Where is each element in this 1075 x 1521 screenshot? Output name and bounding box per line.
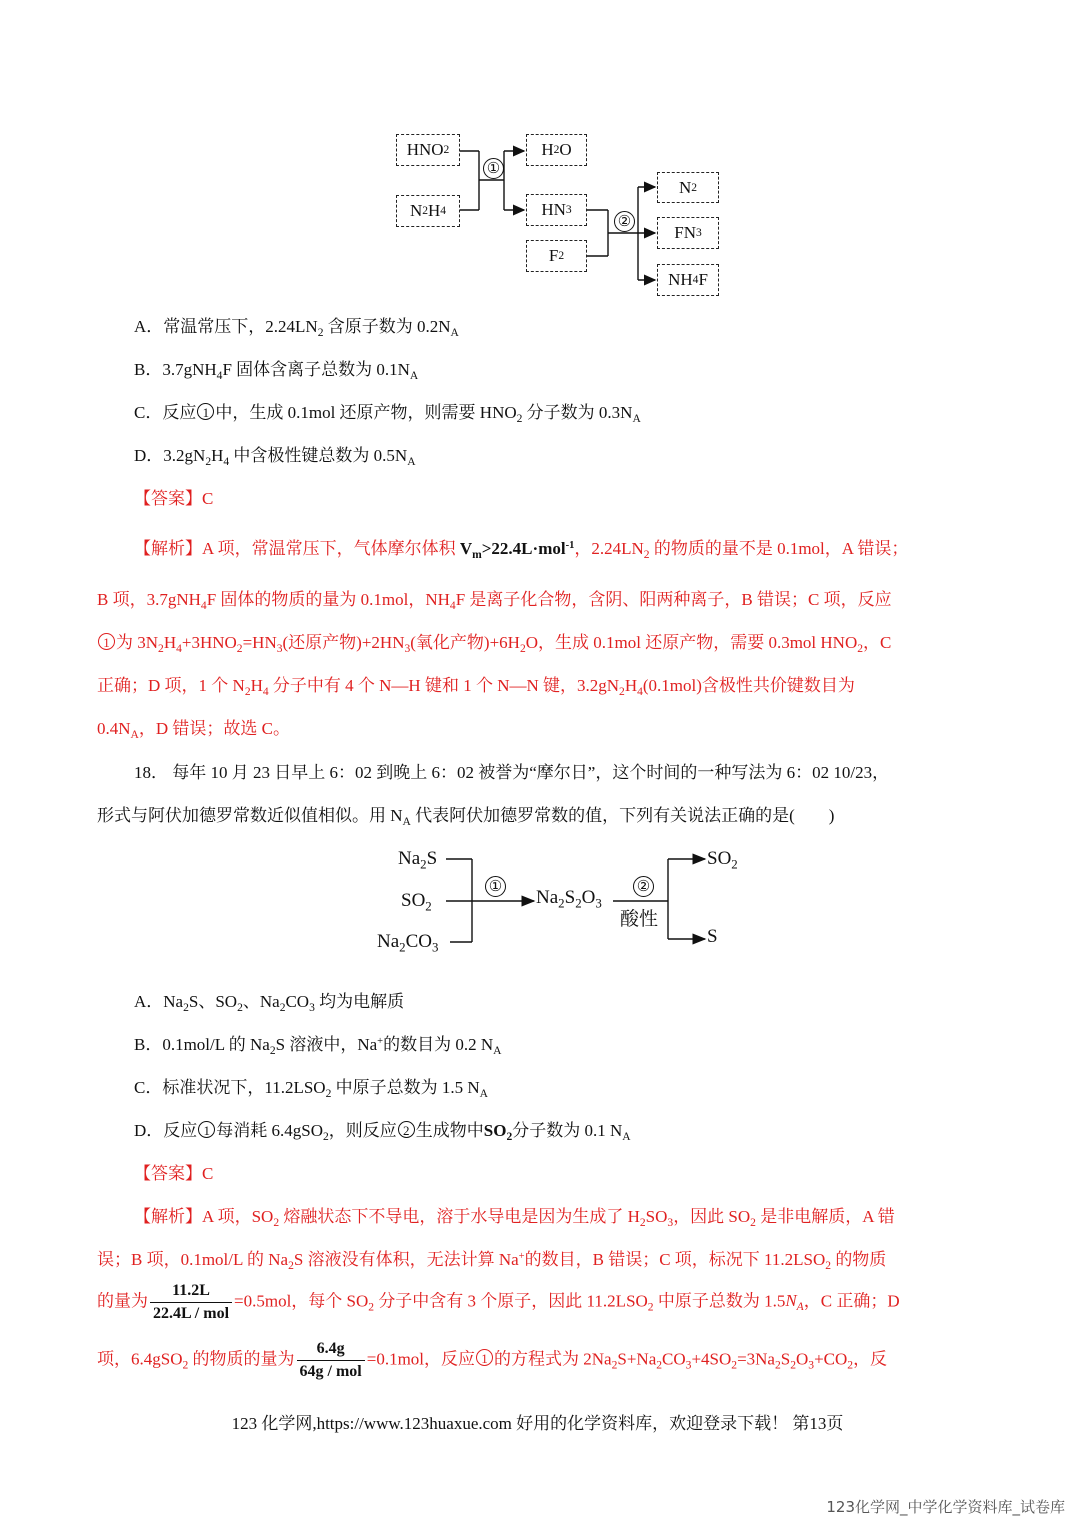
box-fn3: FN 3 (657, 217, 719, 249)
q18-stem-line2: 形式与阿伏加德罗常数近似值相似。用 $N_A$ 代表阿伏加德罗常数的值，下列有关说法正确的是( ) (97, 806, 835, 829)
q17-answer: 【答案】C (134, 489, 214, 508)
q18-analysis-line2: 误；B 项，0.1mol/L 的 $Na_2S$ 溶液没有体积，无法计算 Na+的数目，B 错误；C 项，标况下 $11.2LSO_2$ 的物质 (97, 1250, 887, 1273)
q18-option-d: D．反应 1 每消耗 6.4gSO$_2$，则反应 2 生成物中$SO_2$分子数为 0.1 $N_A$ (134, 1121, 631, 1144)
reactant-so2: $SO_2$ (401, 890, 432, 914)
q17-analysis-line4: 正确；D 项，1 个 $N_2H_4$ 分子中有 4 个 N—H 键和 1 个 N—N 键，$3.2gN_2H_4(0.1mol)$含极性共价键数目为 (97, 676, 855, 699)
q18-analysis-line4: 项，6.4gSO$_2$ 的物质的量为 $\frac{6.4g}{\text{64g / mol}}$ =0.1mol，反应 1 的方程式为 $2Na_2S+Na_2CO_3+4SO_2=3Na_2S_2O_3+CO_2$，反 (97, 1338, 887, 1383)
q17-option-d: D．$3.2gN_2H_4$ 中含极性键总数为 $0.5N_A$ (134, 446, 416, 469)
q18-option-b: B．0.1mol/L 的 $Na_2S$ 溶液中，Na+的数目为 0.2 $N_A$ (134, 1035, 502, 1058)
box-h2o: H 2 O (526, 134, 587, 166)
q18-option-c: C．标准状况下，$11.2LSO_2$ 中原子总数为 1.5 $N_A$ (134, 1078, 488, 1101)
step2-marker: ② (614, 211, 635, 232)
product-so2: $SO_2$ (707, 848, 738, 872)
q17-option-a: A．常温常压下，$2.24LN_2$ 含原子数为 $0.2N_A$ (134, 317, 459, 340)
q18-option-a: A．$Na_2S$、$SO_2$、$Na_2CO_3$ 均为电解质 (134, 992, 405, 1015)
q18-stem-line1: 18． 每年 10 月 23 日早上 6：02 到晚上 6：02 被誉为“摩尔日”，这个时间的一种写法为 6：02 10/23， (134, 763, 890, 782)
reactant-na2s: $Na_2S$ (398, 848, 438, 872)
q17-option-b: B．3.7gNH$_4$F 固体含离子总数为 $0.1N_A$ (134, 360, 419, 383)
reactant-na2co3: $Na_2CO_3$ (377, 931, 439, 955)
box-hn3: HN 3 (526, 194, 587, 226)
condition-acidic: 酸性 (620, 909, 659, 930)
q17-option-c: C．反应 1 中，生成 0.1mol 还原产物，则需要 $HNO_2$ 分子数为 $0.3N_A$ (134, 403, 641, 426)
box-n2: N 2 (657, 172, 719, 203)
d2-step2-marker: ② (633, 876, 654, 897)
q17-analysis-line1: 【解析】A 项，常温常压下，气体摩尔体积 $V_m>22.4L\cdot mol^{-1}$，$2.24LN_2$ 的物质的量不是 0.1mol，A 错误； (134, 539, 909, 562)
box-n2h4: N 2 H 4 (396, 195, 460, 227)
q17-analysis-line3: 1 为 $3N_2H_4+3HNO_2=HN_3$(还原产物)$+2HN_3$(氧化产物)$+6H_2O$，生成 0.1mol 还原产物，需要 0.3mol $HNO_2$，C (97, 628, 891, 653)
box-nh4f: NH 4 F (657, 264, 719, 296)
box-f2: F 2 (526, 240, 587, 272)
box-hno2: HNO 2 (396, 134, 460, 166)
d2-step1-marker: ① (485, 876, 506, 897)
product-s: S (707, 926, 718, 947)
step1-marker: ① (483, 158, 504, 179)
middle-na2s2o3: $Na_2S_2O_3$ (536, 887, 602, 911)
q18-analysis-line1: 【解析】A 项，$SO_2$ 熔融状态下不导电，溶于水导电是因为生成了 $H_2SO_3$，因此 $SO_2$ 是非电解质，A 错 (134, 1207, 895, 1230)
fraction-moles-so2-b: $\frac{6.4g}{\text{64g / mol}}$ (297, 1338, 365, 1383)
page-footer: 123 化学网,https://www.123huaxue.com 好用的化学资料库，欢迎登录下载！ 第13页 (231, 1414, 844, 1433)
fraction-moles-so2: $\frac{11.2L}{\text{22.4L / mol}}$ (150, 1280, 232, 1325)
q17-analysis-line5: $0.4N_A$，D 错误；故选 C。 (97, 719, 290, 742)
q18-analysis-line3: 的量为 $\frac{11.2L}{\text{22.4L / mol}}$ =0.5mol，每个 $SO_2$ 分子中含有 3 个原子，因此 $11.2LSO_2$ 中原子总数为 $1.5N_A$，C 正确；D (97, 1280, 900, 1325)
q18-answer: 【答案】C (134, 1164, 214, 1183)
watermark: 123化学网_中学化学资料库_试卷库 (826, 1498, 1065, 1516)
q17-analysis-line2: B 项，3.7gNH$_4$F 固体的物质的量为 0.1mol，$NH_4F$ 是离子化合物，含阴、阳两种离子，B 错误；C 项，反应 (97, 590, 892, 613)
